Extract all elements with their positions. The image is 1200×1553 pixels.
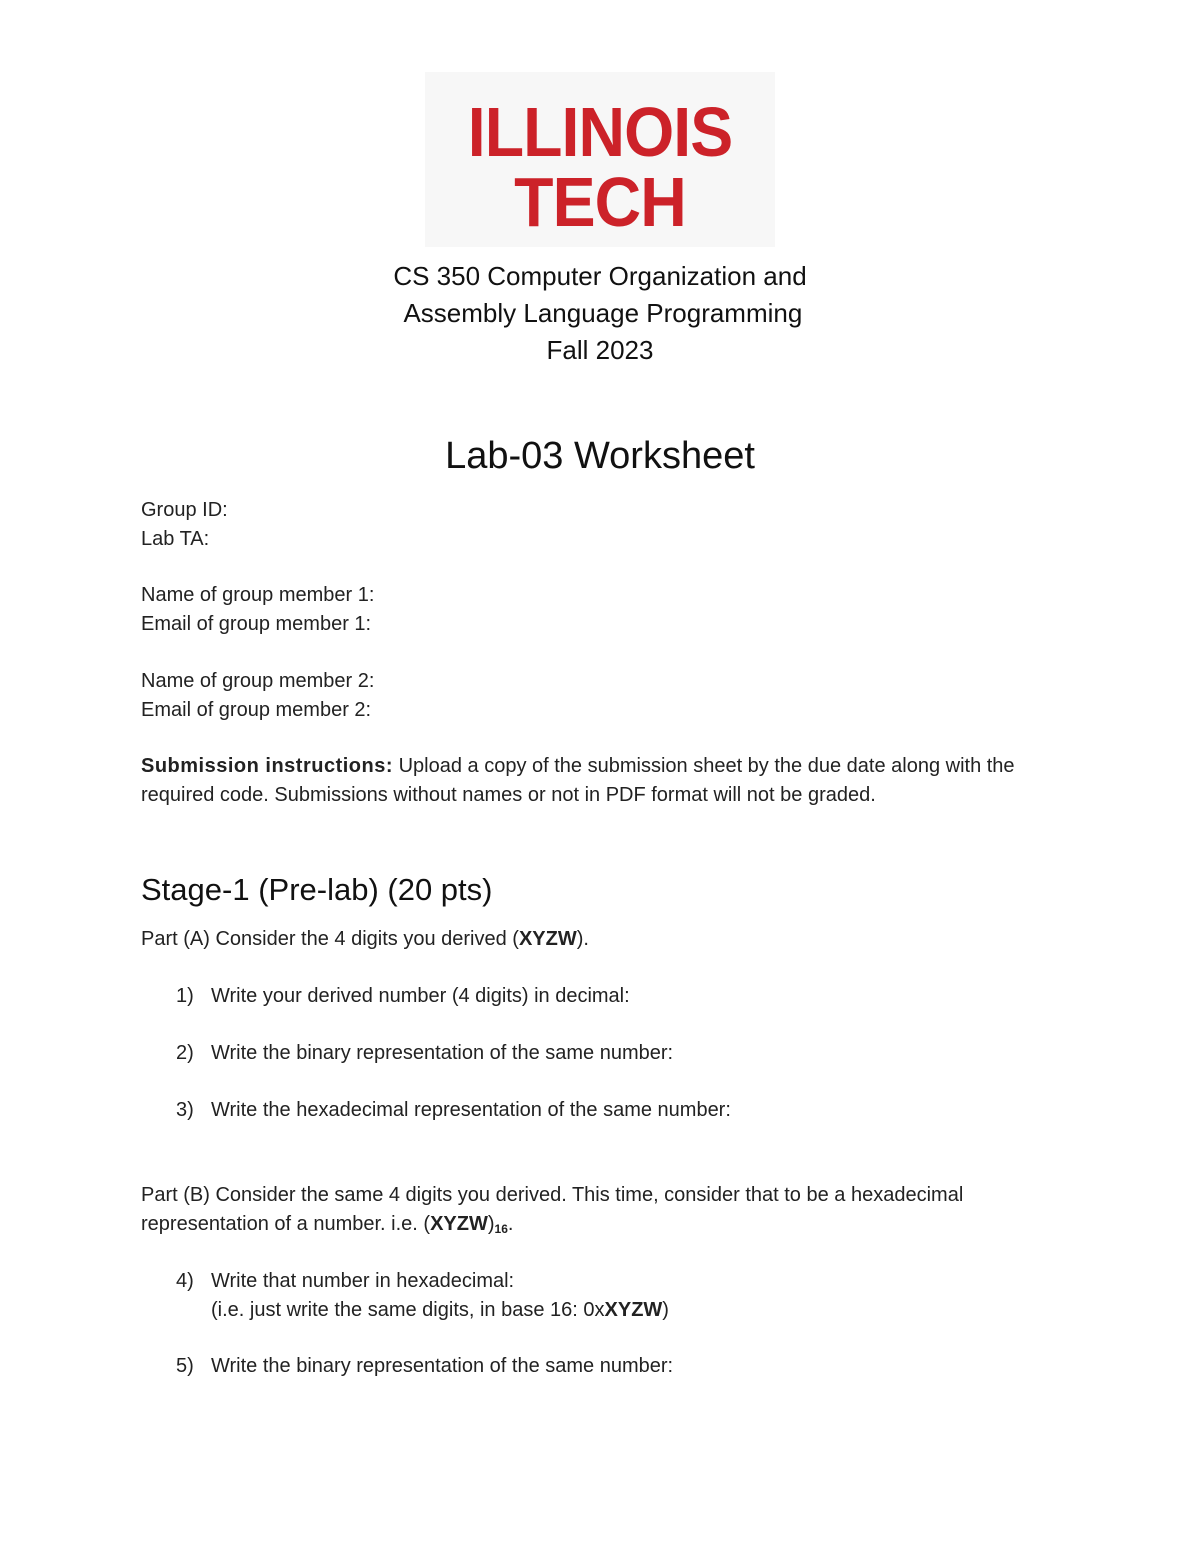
part-b-code: XYZW (430, 1212, 488, 1235)
member-2-email-label: Email of group member 2: (141, 698, 372, 721)
question-4-hint (176, 1296, 669, 1325)
part-b-suffix: . (507, 1212, 514, 1235)
illinois-tech-logo (425, 72, 775, 247)
group-info (141, 496, 1061, 553)
question-4 (176, 1267, 669, 1324)
question-4-hint-text: (i.e. just write the same digits, in base 16: 0x (211, 1298, 605, 1321)
question-3 (176, 1096, 731, 1125)
member-2-name-label: Name of group member 2: (141, 670, 375, 692)
course-term: Fall 2023 (546, 335, 654, 365)
member-1-info (141, 581, 1061, 638)
lab-ta-label: Lab TA: (141, 527, 210, 550)
part-b-intro (141, 1181, 1061, 1243)
part-a-text: Part (A) Consider the 4 digits you derived ( (141, 928, 519, 950)
question-5 (176, 1352, 673, 1381)
part-a-suffix: ). (576, 928, 589, 950)
group-id-label: Group ID: (141, 499, 228, 521)
part-b-text: Part (B) Consider the same 4 digits you derived. This time, consider that to be a hexadecimal representation of a number. i.e. ( (141, 1184, 964, 1235)
question-4-hint-code: XYZW (604, 1298, 663, 1321)
member-2-info (141, 667, 1061, 724)
logo-line-1: ILLINOIS (467, 93, 733, 171)
question-1-number: 1) (176, 985, 194, 1007)
question-1-text: Write your derived number (4 digits) in decimal: (211, 985, 630, 1007)
logo-line-2: TECH (514, 163, 686, 241)
question-4-text: Write that number in hexadecimal: (211, 1270, 515, 1292)
worksheet-title: Lab-03 Worksheet (445, 435, 755, 477)
course-line-1: CS 350 Computer Organization and (393, 261, 807, 291)
part-a-intro (141, 925, 1061, 954)
question-2-text: Write the binary representation of the same number: (211, 1042, 674, 1064)
submission-text: Upload a copy of the submission sheet by the due date along with the required code. Submissions without names or not in PDF format will not be graded. (141, 755, 1015, 806)
course-line-2: Assembly Language Programming (397, 298, 803, 328)
member-1-name-label: Name of group member 1: (141, 584, 375, 606)
question-3-text: Write the hexadecimal representation of the same number: (211, 1099, 731, 1121)
question-2 (176, 1039, 673, 1068)
submission-instructions (141, 752, 1061, 809)
question-5-text: Write the binary representation of the same number: (211, 1355, 674, 1377)
question-1 (176, 982, 630, 1011)
course-title (0, 258, 1200, 369)
part-a-code: XYZW (518, 928, 577, 950)
question-4-number: 4) (176, 1270, 194, 1292)
submission-label: Submission instructions: (141, 755, 394, 777)
question-5-number: 5) (176, 1355, 194, 1377)
question-3-number: 3) (176, 1099, 194, 1121)
part-b-base: 16 (494, 1221, 508, 1236)
question-2-number: 2) (176, 1042, 194, 1064)
member-1-email-label: Email of group member 1: (141, 612, 372, 635)
stage-1-heading: Stage-1 (Pre-lab) (20 pts) (141, 872, 493, 907)
part-b-close: ) (487, 1212, 495, 1235)
question-4-hint-suffix: ) (662, 1298, 669, 1321)
